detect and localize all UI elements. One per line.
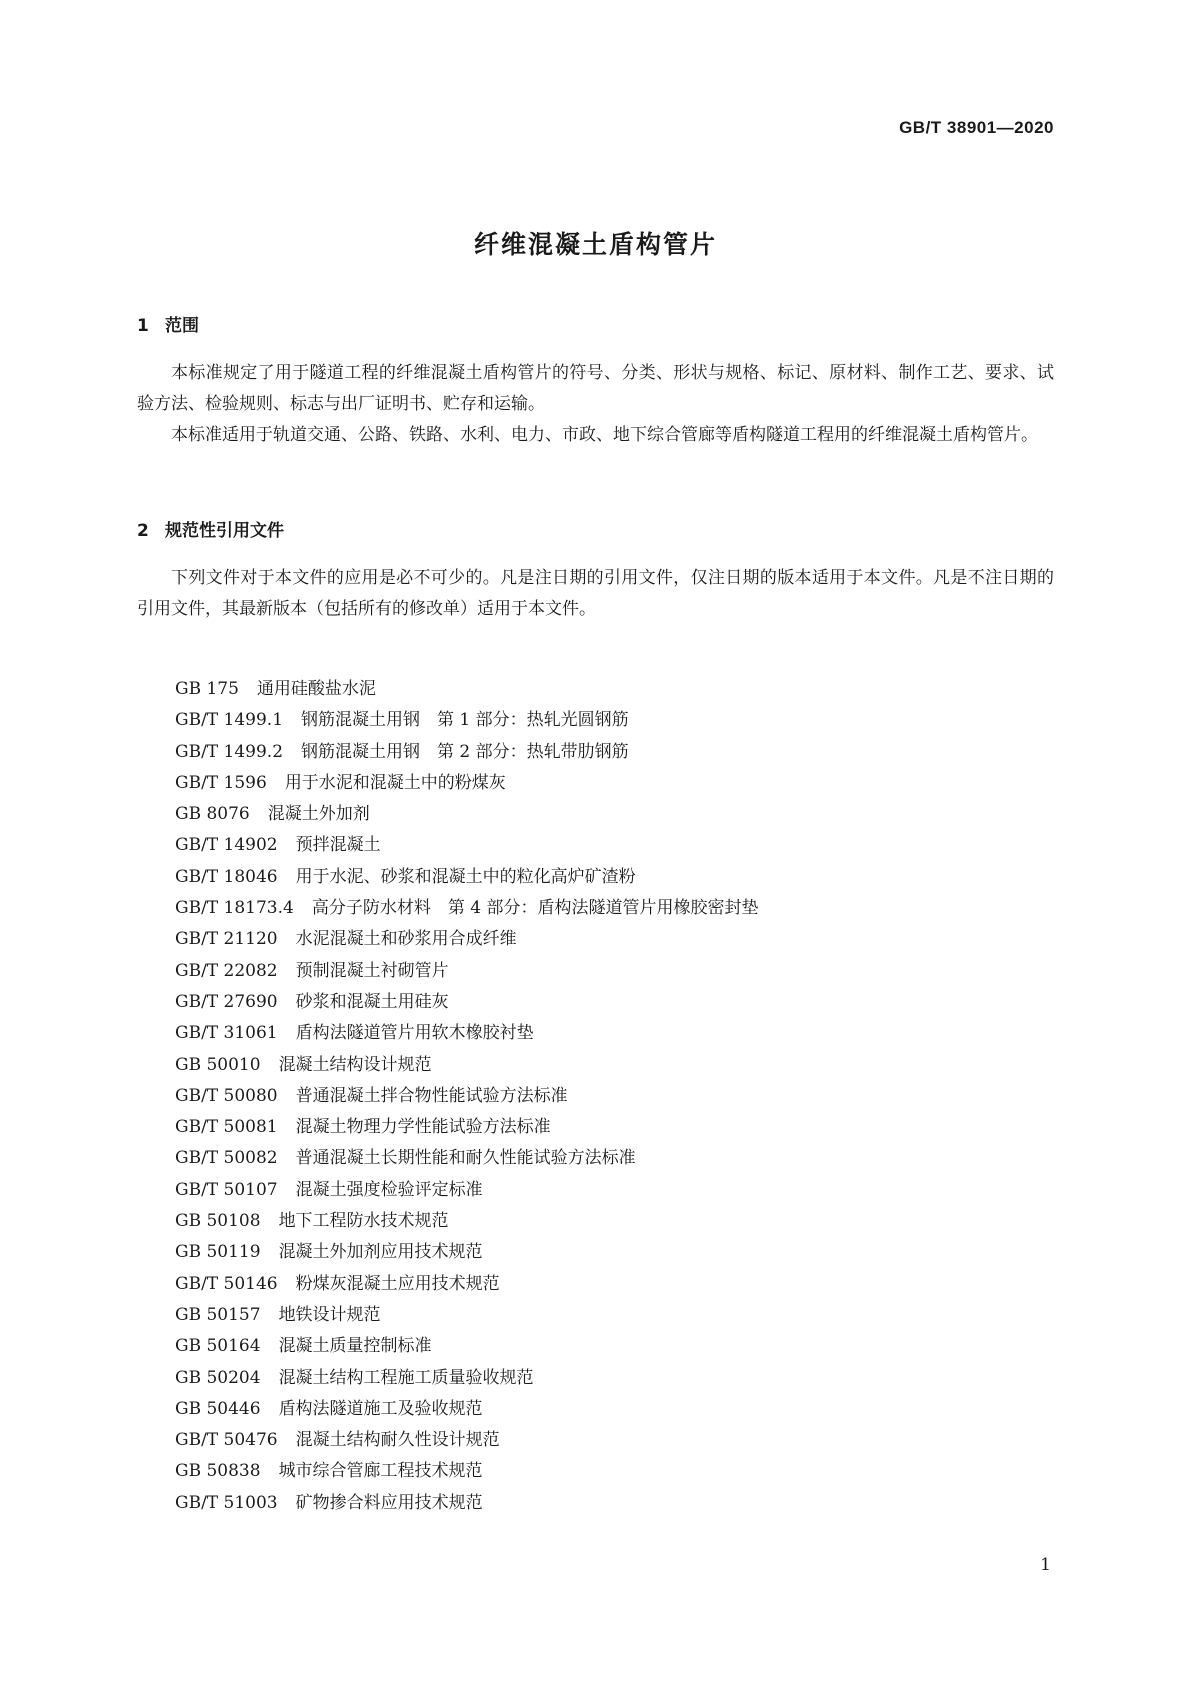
reference-code: GB/T 50476 [175, 1430, 278, 1451]
list-item [175, 1050, 758, 1081]
reference-title: 预拌混凝土 [295, 835, 381, 856]
list-item [175, 1363, 758, 1394]
reference-code: GB 50164 [175, 1336, 261, 1357]
reference-title: 用于水泥、砂浆和混凝土中的粒化高炉矿渣粉 [295, 866, 636, 887]
list-item [175, 862, 758, 893]
reference-code: GB/T 21120 [175, 929, 278, 950]
reference-code: GB 175 [175, 679, 239, 699]
reference-title: 混凝土物理力学性能试验方法标准 [295, 1117, 551, 1138]
section-1-paragraph-2: 本标准适用于轨道交通、公路、铁路、水利、电力、市政、地下综合管廊等盾构隧道工程用的纤维混凝土盾构管片。 [171, 425, 1038, 445]
document-title: 纤维混凝土盾构管片 [473, 230, 717, 259]
standard-code: GB/T 38901—2020 [899, 118, 1054, 137]
list-item [175, 1081, 758, 1112]
list-item [175, 1237, 758, 1268]
reference-code: GB 50108 [175, 1211, 261, 1232]
reference-title: 地铁设计规范 [278, 1304, 381, 1325]
list-item [175, 1456, 758, 1487]
reference-code: GB 50446 [175, 1398, 261, 1419]
reference-title: 用于水泥和混凝土中的粉煤灰 [284, 772, 506, 793]
list-item [175, 1300, 758, 1331]
list-item [175, 987, 758, 1018]
reference-title: 混凝土强度检验评定标准 [295, 1179, 483, 1200]
list-item [175, 1143, 758, 1174]
reference-code: GB/T 18173.4 [175, 898, 294, 919]
reference-code: GB/T 50146 [175, 1273, 278, 1294]
reference-title: 钢筋混凝土用钢 第 2 部分：热轧带肋钢筋 [301, 741, 629, 762]
reference-code: GB/T 22082 [175, 960, 278, 981]
list-item [175, 1206, 758, 1237]
list-item [175, 1394, 758, 1425]
list-item [175, 737, 758, 768]
section-2-intro: 下列文件对于本文件的应用是必不可少的。凡是注日期的引用文件，仅注日期的版本适用于本文件。凡是不注日期的引用文件，其最新版本（包括所有的修改单）适用于本文件。 [137, 568, 1054, 619]
reference-code: GB/T 50107 [175, 1179, 278, 1200]
reference-title: 城市综合管廊工程技术规范 [278, 1461, 483, 1482]
reference-title: 盾构法隧道管片用软木橡胶衬垫 [295, 1023, 534, 1044]
reference-title: 混凝土外加剂应用技术规范 [278, 1242, 483, 1263]
reference-code: GB 50119 [175, 1242, 261, 1263]
reference-code: GB/T 1499.1 [175, 710, 284, 731]
reference-code: GB 50838 [175, 1461, 261, 1482]
section-1-paragraph-1: 本标准规定了用于隧道工程的纤维混凝土盾构管片的符号、分类、形状与规格、标记、原材料、制作工艺、要求、试验方法、检验规则、标志与出厂证明书、贮存和运输。 [137, 363, 1054, 414]
list-item [175, 1488, 758, 1519]
list-item [175, 705, 758, 736]
reference-code: GB/T 1596 [175, 772, 267, 793]
reference-code: GB/T 14902 [175, 835, 278, 856]
list-item [175, 893, 758, 924]
list-item [175, 1269, 758, 1300]
list-item [175, 956, 758, 987]
reference-code: GB 50010 [175, 1054, 261, 1075]
reference-code: GB 50157 [175, 1304, 261, 1325]
reference-title: 普通混凝土拌合物性能试验方法标准 [295, 1085, 568, 1106]
section-1-title: 范围 [165, 316, 199, 336]
reference-title: 混凝土结构耐久性设计规范 [295, 1430, 500, 1451]
reference-title: 混凝土结构设计规范 [278, 1054, 432, 1075]
reference-title: 混凝土外加剂 [267, 804, 370, 825]
reference-title: 普通混凝土长期性能和耐久性能试验方法标准 [295, 1148, 636, 1169]
reference-code: GB/T 27690 [175, 991, 278, 1012]
list-item [175, 1175, 758, 1206]
reference-title: 矿物掺合料应用技术规范 [295, 1492, 483, 1513]
reference-code: GB/T 50081 [175, 1117, 278, 1138]
page-number: 1 [1040, 1555, 1051, 1575]
section-2-title: 规范性引用文件 [165, 521, 284, 541]
reference-code: GB/T 31061 [175, 1023, 278, 1044]
list-item [175, 768, 758, 799]
reference-title: 钢筋混凝土用钢 第 1 部分：热轧光圆钢筋 [301, 710, 629, 731]
reference-title: 地下工程防水技术规范 [278, 1211, 449, 1232]
list-item [175, 1331, 758, 1362]
reference-title: 混凝土结构工程施工质量验收规范 [278, 1367, 534, 1388]
list-item [175, 1425, 758, 1456]
reference-title: 高分子防水材料 第 4 部分：盾构法隧道管片用橡胶密封垫 [311, 898, 759, 919]
list-item [175, 1018, 758, 1049]
reference-code: GB/T 51003 [175, 1492, 278, 1513]
section-1-heading [137, 311, 199, 336]
list-item [175, 674, 758, 705]
reference-title: 粉煤灰混凝土应用技术规范 [295, 1273, 500, 1294]
reference-title: 盾构法隧道施工及验收规范 [278, 1398, 483, 1419]
reference-title: 预制混凝土衬砌管片 [295, 960, 449, 981]
list-item [175, 924, 758, 955]
reference-title: 通用硅酸盐水泥 [256, 679, 376, 699]
section-1-number: 1 [137, 316, 149, 336]
reference-code: GB/T 50080 [175, 1085, 278, 1106]
reference-title: 水泥混凝土和砂浆用合成纤维 [295, 929, 517, 950]
reference-code: GB/T 18046 [175, 866, 278, 887]
reference-code: GB/T 1499.2 [175, 741, 284, 762]
reference-code: GB 50204 [175, 1367, 261, 1388]
reference-title: 砂浆和混凝土用硅灰 [295, 991, 449, 1012]
list-item [175, 799, 758, 830]
reference-code: GB 8076 [175, 804, 250, 825]
list-item [175, 830, 758, 861]
section-2-number: 2 [137, 521, 149, 541]
section-2-heading [137, 516, 284, 541]
reference-list [175, 674, 758, 1519]
reference-code: GB/T 50082 [175, 1148, 278, 1169]
reference-title: 混凝土质量控制标准 [278, 1336, 432, 1357]
list-item [175, 1112, 758, 1143]
